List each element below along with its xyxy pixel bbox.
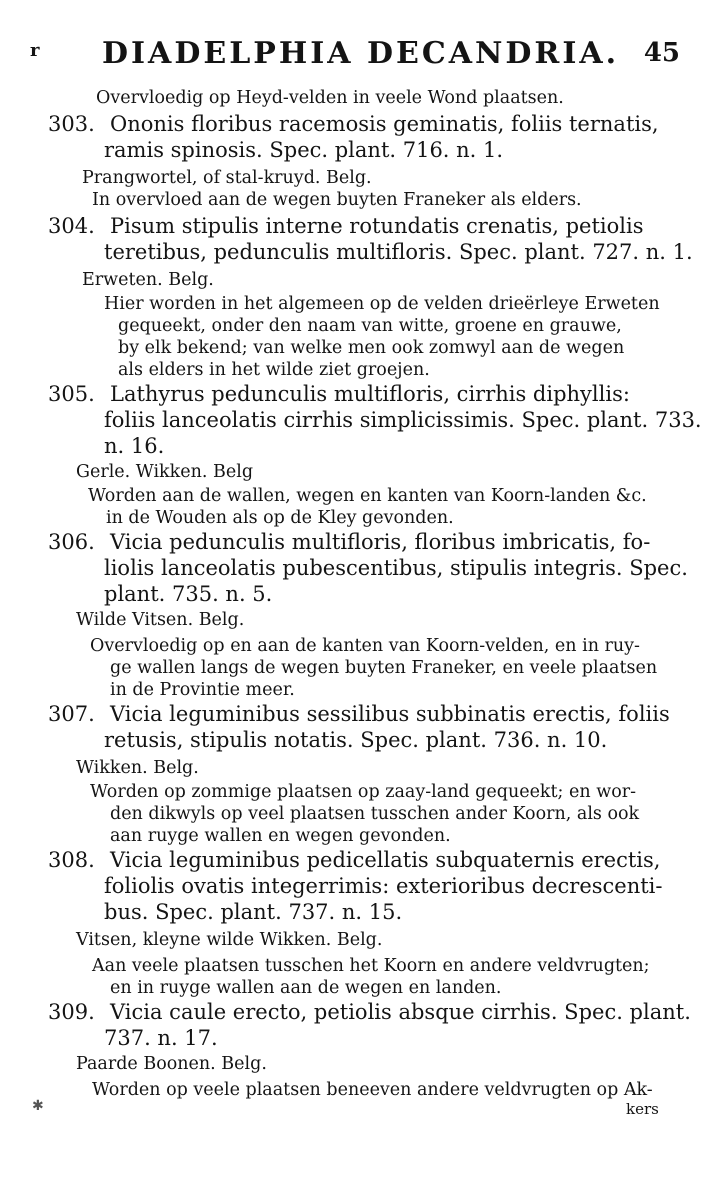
text-line: Aan veele plaatsen tusschen het Koorn en andere veldvrugten; bbox=[92, 956, 650, 976]
text-line: 737. n. 17. bbox=[104, 1026, 218, 1050]
text-line: Overvloedig op en aan de kanten van Koorn-velden, en in ruy- bbox=[90, 636, 640, 656]
species-number: 303. bbox=[48, 112, 95, 136]
species-entry-line: Lathyrus pedunculis multifloris, cirrhis diphyllis: bbox=[110, 382, 630, 406]
text-line: in de Provintie meer. bbox=[110, 680, 295, 700]
text-line: teretibus, pedunculis multifloris. Spec. plant. 727. n. 1. bbox=[104, 240, 693, 264]
species-entry-line: Vicia pedunculis multifloris, floribus imbricatis, fo- bbox=[110, 530, 651, 554]
text-line: als elders in het wilde ziet groejen. bbox=[118, 360, 430, 380]
species-number: 306. bbox=[48, 530, 95, 554]
text-line: Wikken. Belg. bbox=[76, 758, 199, 778]
species-number: 308. bbox=[48, 848, 95, 872]
text-line: foliis lanceolatis cirrhis simplicissimis. Spec. plant. 733. bbox=[104, 408, 702, 432]
text-line: en in ruyge wallen aan de wegen en landen. bbox=[110, 978, 502, 998]
text-line: Prangwortel, of stal-kruyd. Belg. bbox=[82, 168, 372, 188]
text-line: Hier worden in het algemeen op de velden drieërleye Erweten bbox=[104, 294, 660, 314]
text-line: Erweten. Belg. bbox=[82, 270, 214, 290]
species-entry-line: Vicia leguminibus pedicellatis subquaternis erectis, bbox=[110, 848, 661, 872]
text-line: ge wallen langs de wegen buyten Franeker, en veele plaatsen bbox=[110, 658, 658, 678]
text-line: Worden aan de wallen, wegen en kanten van Koorn-landen &c. bbox=[88, 486, 647, 506]
species-entry-line: Vicia leguminibus sessilibus subbinatis erectis, foliis bbox=[110, 702, 670, 726]
species-entry-line: Ononis floribus racemosis geminatis, foliis ternatis, bbox=[110, 112, 659, 136]
text-line: n. 16. bbox=[104, 434, 165, 458]
text-line: In overvloed aan de wegen buyten Franeker als elders. bbox=[92, 190, 582, 210]
species-entry-line: Pisum stipulis interne rotundatis crenatis, petiolis bbox=[110, 214, 644, 238]
species-number: 305. bbox=[48, 382, 95, 406]
text-line: ramis spinosis. Spec. plant. 716. n. 1. bbox=[104, 138, 504, 162]
text-line: Paarde Boonen. Belg. bbox=[76, 1054, 267, 1074]
text-line: Worden op zommige plaatsen op zaay-land gequeekt; en wor- bbox=[90, 782, 637, 802]
text-line: Vitsen, kleyne wilde Wikken. Belg. bbox=[76, 930, 383, 950]
text-line: aan ruyge wallen en wegen gevonden. bbox=[110, 826, 451, 846]
text-line: Worden op veele plaatsen beneeven andere veldvrugten op Ak- bbox=[92, 1080, 653, 1100]
species-entry-line: Vicia caule erecto, petiolis absque cirrhis. Spec. plant. bbox=[110, 1000, 691, 1024]
stray-mark: ✱ bbox=[32, 1098, 44, 1114]
text-line: Wilde Vitsen. Belg. bbox=[76, 610, 245, 630]
text-line: foliolis ovatis integerrimis: exterioribus decrescenti- bbox=[104, 874, 663, 898]
header-mark: r bbox=[30, 40, 43, 61]
species-number: 304. bbox=[48, 214, 95, 238]
text-line: den dikwyls op veel plaatsen tusschen ander Koorn, als ook bbox=[110, 804, 640, 824]
text-line: retusis, stipulis notatis. Spec. plant. 736. n. 10. bbox=[104, 728, 608, 752]
running-header bbox=[30, 34, 680, 84]
catchword: kers bbox=[626, 1100, 659, 1118]
text-line: bus. Spec. plant. 737. n. 15. bbox=[104, 900, 403, 924]
header-title: DIADELPHIA DECANDRIA. bbox=[102, 36, 620, 71]
species-number: 307. bbox=[48, 702, 95, 726]
text-line: Overvloedig op Heyd-velden in veele Wond plaatsen. bbox=[96, 88, 564, 108]
text-line: plant. 735. n. 5. bbox=[104, 582, 273, 606]
text-line: by elk bekend; van welke men ook zomwyl aan de wegen bbox=[118, 338, 625, 358]
text-line: Gerle. Wikken. Belg bbox=[76, 462, 254, 482]
species-number: 309. bbox=[48, 1000, 95, 1024]
text-line: in de Wouden als op de Kley gevonden. bbox=[106, 508, 454, 528]
text-line: liolis lanceolatis pubescentibus, stipulis integris. Spec. bbox=[104, 556, 688, 580]
text-line: gequeekt, onder den naam van witte, groene en grauwe, bbox=[118, 316, 622, 336]
page-number: 45 bbox=[643, 38, 680, 68]
